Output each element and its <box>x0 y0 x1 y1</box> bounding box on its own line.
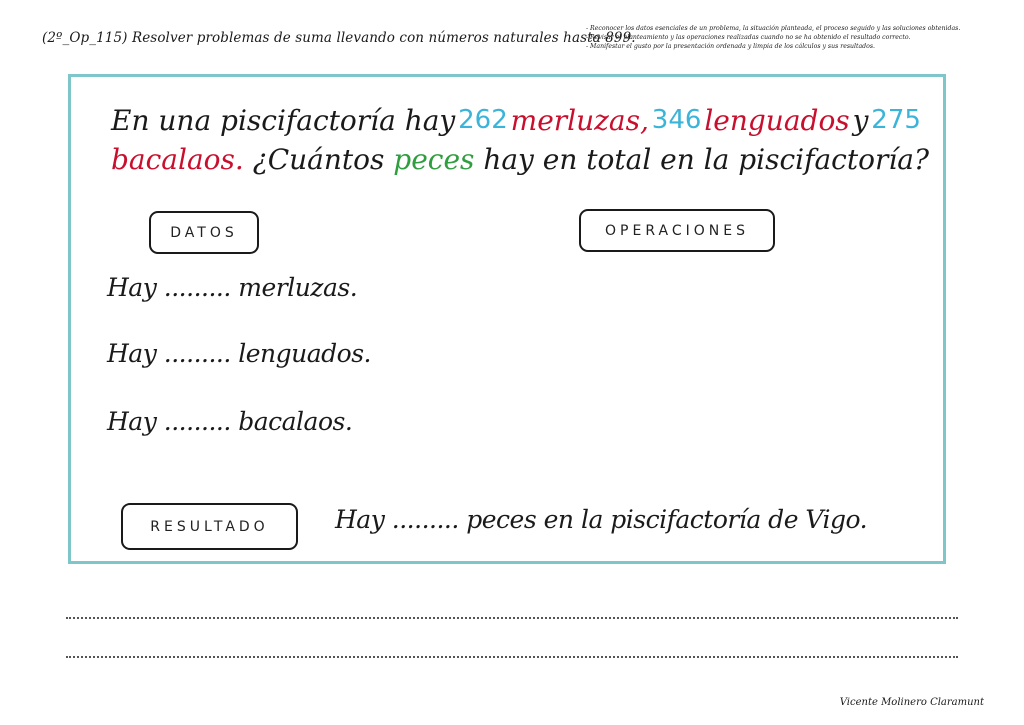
problem-card <box>68 74 946 564</box>
bacalaos-count: 275 <box>871 105 921 135</box>
answer-line-1[interactable] <box>66 617 958 619</box>
author-credit: Vicente Molinero Claramunt <box>839 697 984 708</box>
datos-label-box: DATOS <box>149 211 259 254</box>
operaciones-label-box: OPERACIONES <box>579 209 775 252</box>
question-word: peces <box>393 143 475 176</box>
worksheet-title: (2º_Op_115) Resolver problemas de suma llevando con números naturales hasta 899. <box>42 30 636 46</box>
lenguados-word: lenguados <box>704 104 850 137</box>
resultado-label-box: RESULTADO <box>121 503 298 550</box>
conjunction: y <box>852 104 869 137</box>
merluzas-word: merluzas, <box>510 104 649 137</box>
data-statement-bacalaos: Hay ......... bacalaos. <box>107 407 353 436</box>
data-statement-lenguados: Hay ......... lenguados. <box>107 339 371 368</box>
objective-item: - Manifestar el gusto por la presentación ordenada y limpia de los cálculos y sus resultados. <box>586 43 875 50</box>
problem-intro: En una piscifactoría hay <box>111 104 456 137</box>
result-statement: Hay ......... peces en la piscifactoría de Vigo. <box>335 505 868 534</box>
objectives-list <box>586 24 1006 51</box>
merluzas-count: 262 <box>458 105 508 135</box>
problem-line-1 <box>111 101 921 140</box>
question-start: ¿Cuántos <box>252 143 385 176</box>
lenguados-count: 346 <box>651 105 702 135</box>
problem-line-2 <box>111 140 930 179</box>
bacalaos-word: bacalaos. <box>111 143 244 176</box>
answer-line-2[interactable] <box>66 656 958 658</box>
question-end: hay en total en la piscifactoría? <box>483 143 930 176</box>
problem-statement <box>111 101 930 179</box>
objective-item: - Revisar el planteamiento y las operaciones realizadas cuando no se ha obtenido el resultado correcto. <box>586 34 911 41</box>
objective-item: - Reconocer los datos esenciales de un problema, la situación planteada, el proceso seguido y las soluciones obtenidas. <box>586 25 961 32</box>
data-statement-merluzas: Hay ......... merluzas. <box>107 273 358 302</box>
